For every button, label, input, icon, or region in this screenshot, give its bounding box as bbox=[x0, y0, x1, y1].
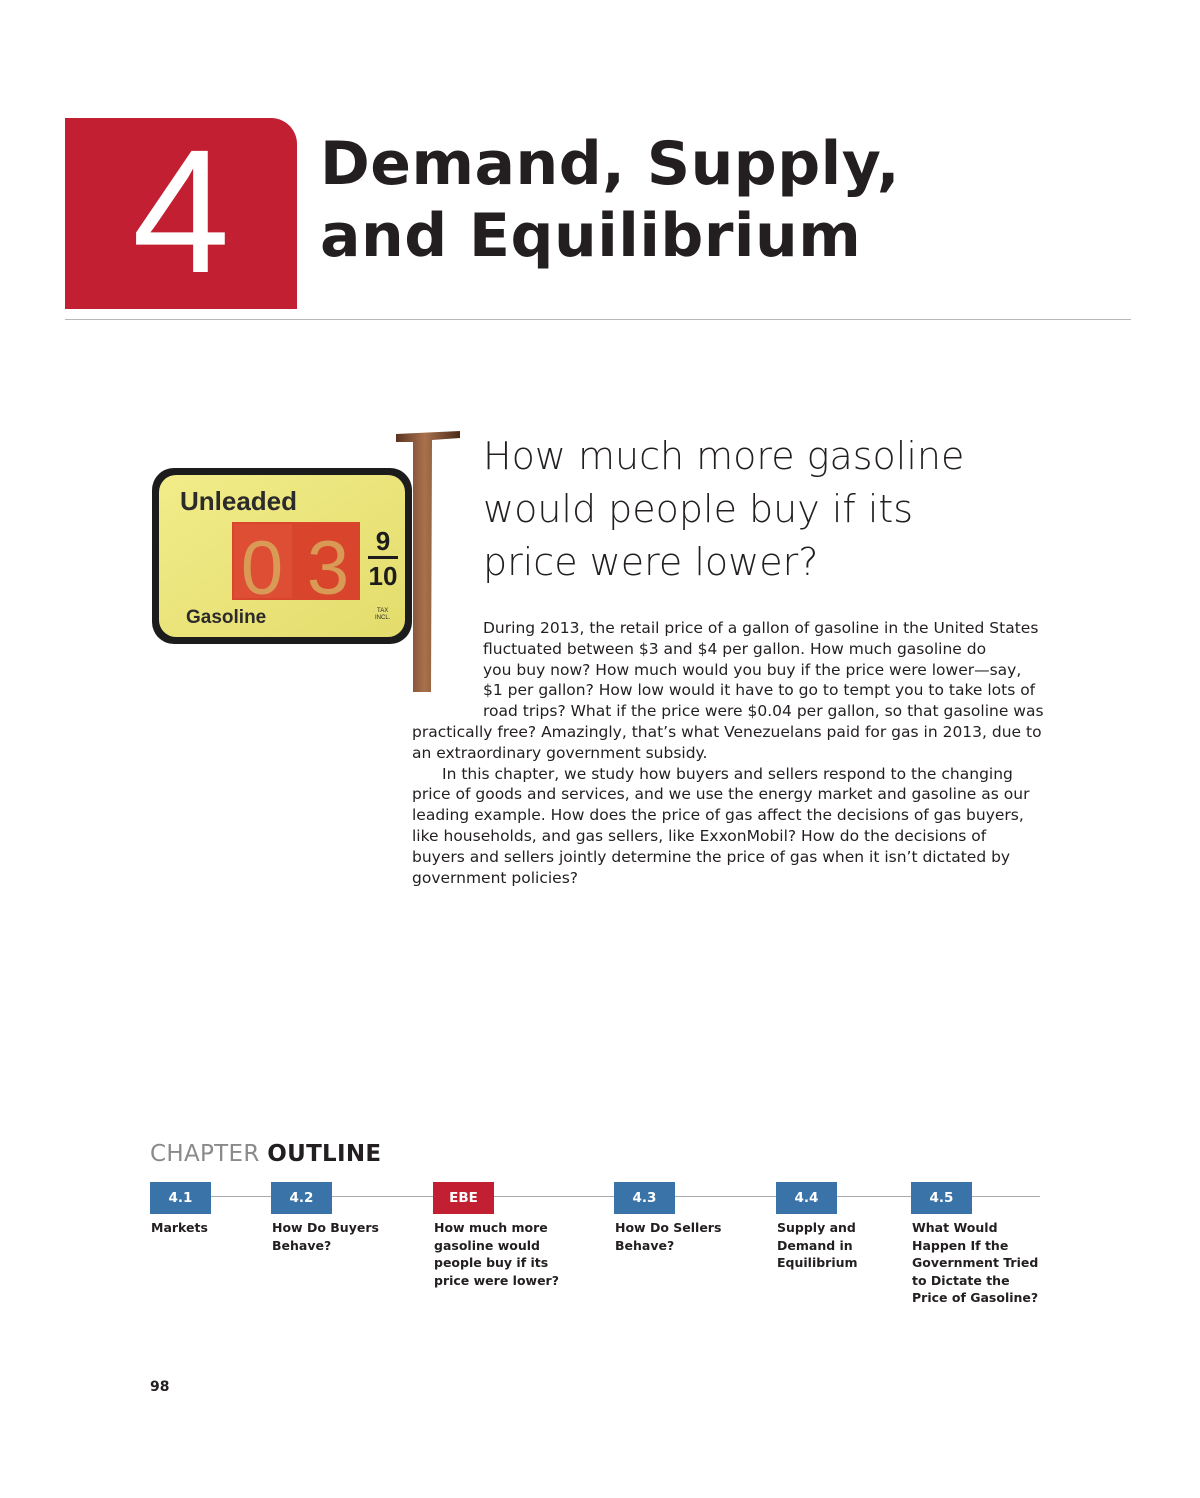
outline-tag-4-3[interactable]: 4.3 bbox=[614, 1182, 675, 1214]
chapter-number: 4 bbox=[132, 114, 230, 310]
outline-item-ebe[interactable] bbox=[434, 1219, 574, 1289]
outline-item-line: gasoline would bbox=[434, 1237, 540, 1253]
outline-tag-4-1[interactable]: 4.1 bbox=[150, 1182, 211, 1214]
text-line: like households, and gas sellers, like ExxonMobil? How do the decisions of bbox=[412, 826, 987, 845]
outline-item-line: Markets bbox=[151, 1220, 208, 1235]
text-line: government policies? bbox=[412, 868, 579, 887]
paragraph-2 bbox=[412, 764, 1072, 889]
opening-question bbox=[483, 430, 1083, 589]
outline-tag-4-2[interactable]: 4.2 bbox=[271, 1182, 332, 1214]
price-digit: 0 bbox=[240, 526, 284, 611]
text-line: price of goods and services, and we use the energy market and gasoline as our bbox=[412, 785, 1030, 804]
price-digit: 3 bbox=[306, 526, 350, 611]
page-number: 98 bbox=[150, 1379, 170, 1395]
outline-item-line: Behave? bbox=[615, 1237, 675, 1253]
tax-note: TAX bbox=[377, 608, 389, 614]
outline-item-line: to Dictate the bbox=[912, 1272, 1010, 1288]
chapter-title bbox=[320, 128, 900, 272]
intro-body bbox=[412, 618, 1072, 888]
outline-item-price-controls[interactable] bbox=[912, 1219, 1052, 1307]
text-line: During 2013, the retail price of a gallon of gasoline in the United States bbox=[483, 619, 1039, 637]
outline-heading-bold: OUTLINE bbox=[267, 1141, 382, 1167]
price-fraction-numerator: 9 bbox=[375, 526, 391, 556]
chapter-outline-heading bbox=[150, 1141, 381, 1167]
tax-note: INCL. bbox=[375, 615, 391, 621]
outline-tag-4-4[interactable]: 4.4 bbox=[776, 1182, 837, 1214]
outline-item-line: Behave? bbox=[272, 1237, 332, 1253]
outline-item-sellers[interactable] bbox=[615, 1219, 755, 1254]
paragraph-1 bbox=[412, 618, 1072, 764]
outline-item-equilibrium[interactable] bbox=[777, 1219, 917, 1272]
outline-item-line: Supply and bbox=[777, 1220, 856, 1235]
outline-item-line: How Do Buyers bbox=[272, 1220, 379, 1235]
outline-item-markets[interactable] bbox=[151, 1219, 291, 1237]
outline-tag-4-5[interactable]: 4.5 bbox=[911, 1182, 972, 1214]
sign-title: Unleaded bbox=[180, 486, 298, 516]
title-divider bbox=[65, 319, 1131, 320]
outline-item-line: Price of Gasoline? bbox=[912, 1290, 1039, 1305]
outline-item-line: Happen If the bbox=[912, 1237, 1009, 1253]
chapter-title-line: and Equilibrium bbox=[320, 201, 862, 271]
question-line: would people buy if its bbox=[483, 487, 914, 531]
outline-item-line: What Would bbox=[912, 1220, 998, 1235]
outline-item-line: Equilibrium bbox=[777, 1255, 858, 1270]
outline-item-line: Demand in bbox=[777, 1237, 853, 1253]
outline-tag-ebe[interactable]: EBE bbox=[433, 1182, 494, 1214]
outline-item-line: How much more bbox=[434, 1220, 548, 1235]
text-line: In this chapter, we study how buyers and sellers respond to the changing bbox=[442, 764, 1013, 783]
text-line: leading example. How does the price of gas affect the decisions of gas buyers, bbox=[412, 806, 1024, 825]
outline-item-line: Government Tried bbox=[912, 1255, 1039, 1270]
outline-item-line: people buy if its bbox=[434, 1255, 549, 1270]
sign-bottom-label: Gasoline bbox=[186, 607, 267, 628]
price-fraction-denominator: 10 bbox=[368, 561, 398, 591]
text-line: buyers and sellers jointly determine the price of gas when it isn’t dictated by bbox=[412, 847, 1011, 866]
question-line: price were lower? bbox=[483, 540, 819, 584]
text-line: $1 per gallon? How low would it have to go to tempt you to take lots of bbox=[483, 681, 1036, 700]
text-line: you buy now? How much would you buy if the price were lower—say, bbox=[483, 660, 1022, 679]
outline-item-line: price were lower? bbox=[434, 1272, 559, 1288]
chapter-title-line: Demand, Supply, bbox=[320, 129, 900, 199]
text-line: practically free? Amazingly, that’s what Venezuelans paid for gas in 2013, due to bbox=[412, 722, 1042, 741]
outline-item-line: How Do Sellers bbox=[615, 1220, 722, 1235]
outline-item-buyers[interactable] bbox=[272, 1219, 412, 1254]
outline-heading-light: CHAPTER bbox=[150, 1141, 268, 1167]
question-line: How much more gasoline bbox=[483, 434, 965, 478]
text-line: fluctuated between $3 and $4 per gallon. How much gasoline do bbox=[483, 639, 987, 658]
text-line: an extraordinary government subsidy. bbox=[412, 743, 708, 762]
chapter-number-block bbox=[65, 114, 297, 310]
text-line: road trips? What if the price were $0.04 per gallon, so that gasoline was bbox=[483, 702, 1044, 721]
